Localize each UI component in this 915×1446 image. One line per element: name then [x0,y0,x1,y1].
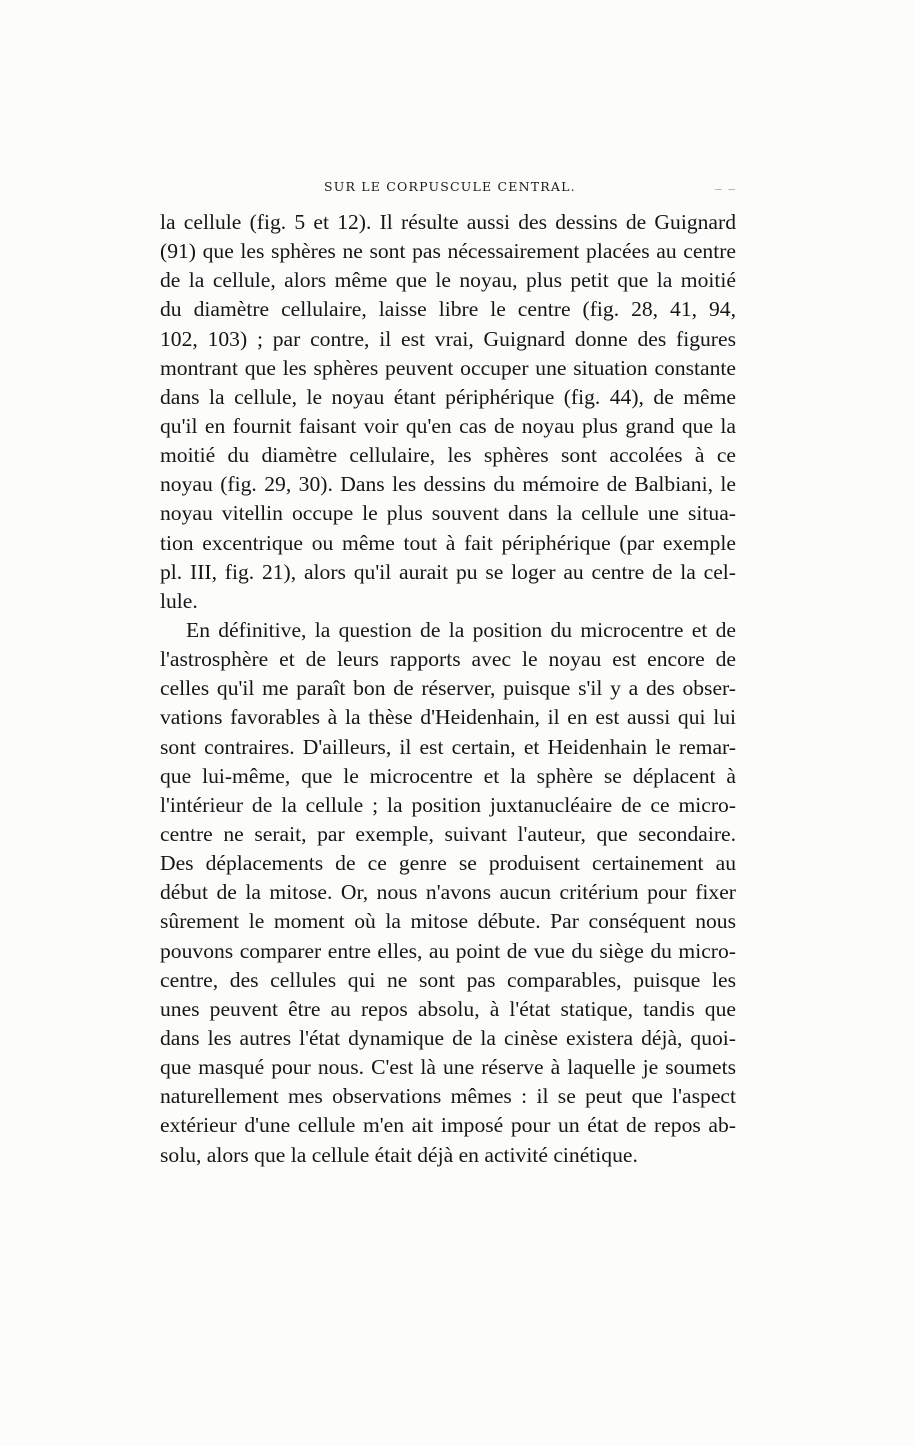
body-text [160,208,736,1170]
text-line: extérieur d'une cellule m'en ait imposé pour un état de repos ab- [160,1113,736,1138]
paragraph-1 [160,208,736,616]
text-line: vations favorables à la thèse d'Heidenhain, il en est aussi qui lui [160,705,736,730]
text-line: sont contraires. D'ailleurs, il est certain, et Heidenhain le remar- [160,734,736,759]
text-line: du diamètre cellulaire, laisse libre le centre (fig. 28, 41, 94, [160,297,736,322]
text-line: montrant que les sphères peuvent occuper une situation constante [160,355,736,380]
text-line: pouvons comparer entre elles, au point de vue du siège du micro- [160,938,736,963]
text-line: sûrement le moment où la mitose débute. Par conséquent nous [160,909,736,934]
text-line: qu'il en fournit faisant voir qu'en cas de noyau plus grand que la [160,413,736,438]
text-line: 102, 103) ; par contre, il est vrai, Guignard donne des figures [160,326,736,351]
text-line: dans la cellule, le noyau étant périphérique (fig. 44), de même [160,384,736,409]
text-line: que lui-même, que le microcentre et la sphère se déplacent à [160,763,736,788]
text-line: début de la mitose. Or, nous n'avons aucun critérium pour fixer [160,880,736,905]
text-line: Des déplacements de ce genre se produisent certainement au [160,851,736,876]
text-line: celles qu'il me paraît bon de réserver, puisque s'il y a des obser- [160,676,736,701]
text-line: de la cellule, alors même que le noyau, plus petit que la moitié [160,268,736,293]
text-line: naturellement mes observations mêmes : il se peut que l'aspect [160,1084,736,1109]
text-line: la cellule (fig. 5 et 12). Il résulte aussi des dessins de Guignard [160,210,736,234]
text-line: tion excentrique ou même tout à fait périphérique (par exemple [160,530,736,555]
text-line: noyau vitellin occupe le plus souvent dans la cellule une situa- [160,501,736,526]
text-line: En définitive, la question de la position du microcentre et de [186,617,736,642]
text-line: (91) que les sphères ne sont pas nécessairement placées au centre [160,239,736,264]
text-line: solu, alors que la cellule était déjà en activité cinétique. [160,1142,638,1167]
text-line: dans les autres l'état dynamique de la cinèse existera déjà, quoi- [160,1025,736,1050]
text-line: l'intérieur de la cellule ; la position juxtanucléaire de ce micro- [160,792,736,817]
paragraph-2 [160,616,736,1170]
text-line: l'astrosphère et de leurs rapports avec le noyau est encore de [160,647,736,672]
running-head [160,179,735,199]
running-title: SUR LE CORPUSCULE CENTRAL. [324,179,576,194]
page-mark: _ _ [715,177,735,190]
text-line: lule. [160,588,198,613]
text-line: que masqué pour nous. C'est là une réserve à laquelle je soumets [160,1055,736,1080]
text-line: moitié du diamètre cellulaire, les sphères sont accolées à ce [160,443,736,468]
text-line: centre ne serait, par exemple, suivant l'auteur, que secondaire. [160,821,736,846]
text-line: centre, des cellules qui ne sont pas comparables, puisque les [160,967,736,992]
text-line: unes peuvent être au repos absolu, à l'état statique, tandis que [160,996,736,1021]
text-line: pl. III, fig. 21), alors qu'il aurait pu se loger au centre de la cel- [160,559,736,584]
text-line: noyau (fig. 29, 30). Dans les dessins du mémoire de Balbiani, le [160,472,736,497]
